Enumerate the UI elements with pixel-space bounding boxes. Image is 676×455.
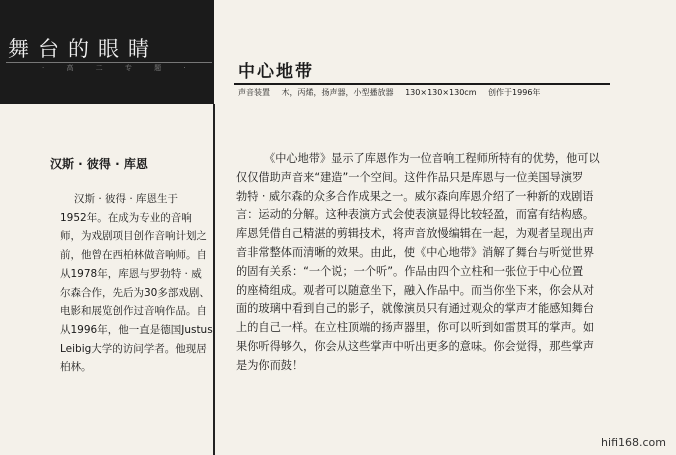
body-line: 勃特 · 威尔森的众多合作成果之一。威尔森向库恩介绍了一种新的戏剧语: [236, 189, 594, 203]
body-line: 仅仅借助声音来“建造”一个空间。这件作品只是库恩与一位美国导演罗: [236, 170, 584, 184]
body-line: 面的玻璃中看到自己的影子，就像演员只有通过观众的掌声才能感知舞台: [236, 302, 595, 316]
body-line: 言：运动的分解。这种表演方式会使表演显得比较轻盈，而富有结构感。: [236, 208, 595, 222]
bio-line: 汉斯 · 彼得 · 库恩生于: [74, 193, 179, 205]
meta-size: 130×130×130cm: [405, 88, 477, 97]
bio-line: 尔森合作，先后为30多部戏剧、: [60, 286, 210, 299]
bio-line: 电影和展览创作过音响作品。自: [60, 305, 207, 318]
meta-materials: 木，丙烯，扬声器，小型播放器: [281, 88, 394, 97]
work-metadata: [238, 87, 618, 98]
body-line: 库恩凭借自己精湛的剪辑技术，将声音放慢编辑在一起，为观者呈现出声: [236, 227, 595, 241]
bio-line: 从1978年，库恩与罗勃特 · 威: [60, 267, 202, 280]
bio-line: 师，为戏剧项目创作音响计划之: [60, 230, 207, 243]
title-underline: [234, 83, 610, 85]
meta-label: 声音装置: [238, 88, 270, 97]
body-line: 的固有关系：“一个说；一个听”。作品由四个立柱和一张位于中心位置: [236, 264, 584, 278]
artist-name: 汉斯 · 彼得 · 库恩: [50, 157, 148, 171]
bio-line: 柏林。: [60, 361, 92, 374]
body-line: 《中心地带》显示了库恩作为一位音响工程师所特有的优势，他可以: [264, 152, 600, 165]
bio-line: 前，他曾在西柏林做音响师。自: [60, 249, 207, 262]
section-banner: [0, 0, 214, 104]
article-body: [236, 150, 656, 376]
body-line: 的座椅组成。观者可以随意坐下，融入作品中。而当你坐下来，你会从对: [236, 283, 595, 297]
column-divider: [213, 104, 215, 455]
watermark: hifi168.com: [601, 436, 666, 449]
bio-line: 1952年。在成为专业的音响: [60, 211, 192, 224]
bio-line: Leibig大学的访问学者。他现居: [60, 342, 207, 355]
body-line: 上的自己一样。在立柱顶端的扬声器里，你可以听到如雷贯耳的掌声。如: [236, 321, 595, 335]
section-subtitle: · 高 二 专 题 ·: [42, 64, 196, 72]
article-title: 中心地带: [238, 62, 314, 82]
artist-bio: [60, 190, 213, 377]
section-title: 舞台的眼睛: [8, 37, 158, 61]
meta-date: 创作于1996年: [488, 88, 541, 97]
body-line: 果你听得够久，你会从这些掌声中听出更多的意味。你会觉得，那些掌声: [236, 339, 595, 353]
body-line: 是为你而鼓！: [236, 358, 304, 372]
bio-line: 从1996年，他一直是德国Justus: [60, 323, 213, 336]
body-line: 音非常整体而清晰的效果。由此，使《中心地带》消解了舞台与听觉世界: [236, 245, 595, 259]
